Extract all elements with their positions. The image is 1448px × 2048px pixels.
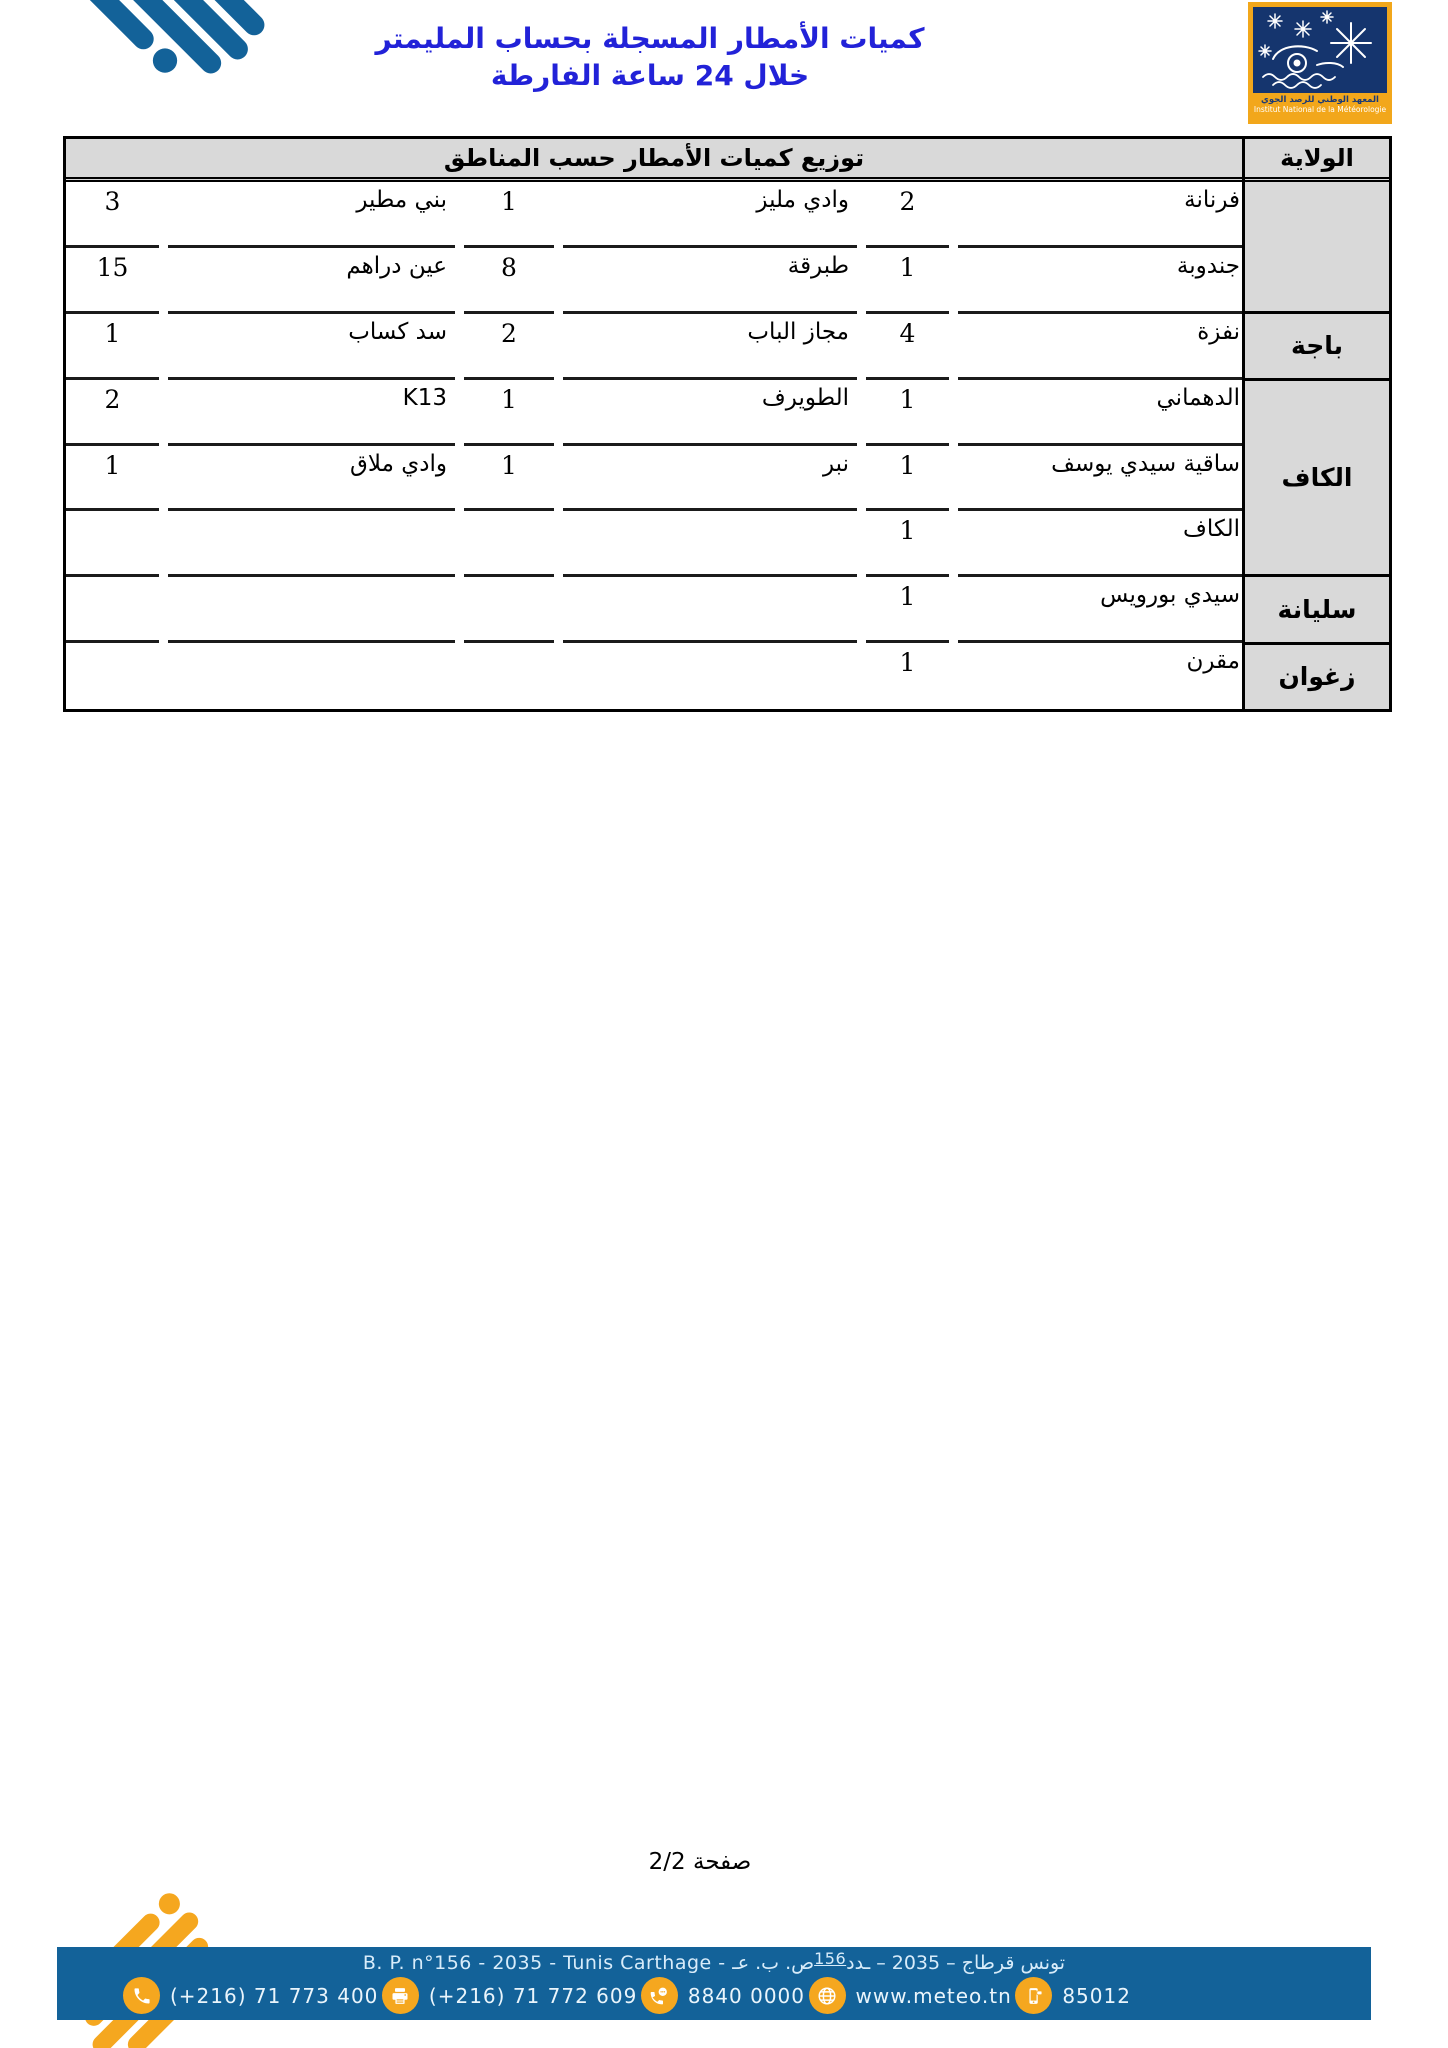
footer-address [57,1947,1371,1974]
address-arabic-prefix: ص. ب. عـ [732,1952,815,1974]
contact-fax [382,1977,637,2014]
rain-value: 3 [66,182,159,248]
table-row [66,314,1242,380]
station-name: نفزة [958,314,1242,380]
address-latin: B. P. n°156 - 2035 - Tunis Carthage - [362,1952,733,1974]
rain-value [464,577,554,643]
table-row [66,380,1242,446]
table-row [66,577,1242,643]
table-row [66,446,1242,512]
emblem-caption-french: Institut National de la Météorologie [1253,105,1387,114]
rain-value [464,511,554,577]
station-name: مجاز الباب [563,314,857,380]
emblem-caption-arabic: المعهد الوطني للرصد الجوي [1261,95,1379,105]
rain-value: 1 [899,648,916,678]
station-name: وادي مليز [563,182,857,248]
table-row [66,643,1242,709]
globe-icon [809,1977,846,2014]
inm-emblem-logo [1248,2,1392,124]
emblem-artwork-icon [1253,7,1387,93]
station-name [563,511,857,577]
rain-value: 8 [464,248,554,314]
rain-value: 1 [866,380,949,446]
page-number: صفحة 2/2 [648,1849,752,1875]
rain-value: 1 [866,446,949,512]
station-name: الطويرف [563,380,857,446]
station-name: فرنانة [958,182,1242,248]
station-name: K13 [168,380,455,446]
region-column [1242,139,1389,709]
dot-icon [148,43,182,77]
contact-callcenter [641,1977,805,2014]
station-name: جندوبة [958,248,1242,314]
stations-area [66,139,1242,709]
address-separator: – 2035 – [870,1952,962,1974]
rain-value: 1 [866,248,949,314]
address-box-number: 156 [814,1949,847,1968]
table-row [66,182,1242,248]
callcenter-number: 8840 0000 [687,1983,805,2008]
rainfall-table [63,136,1392,712]
region-group-label: زغوان [1278,662,1356,692]
table-row [66,248,1242,314]
region-group-label: باجة [1245,314,1389,381]
region-group-label [1245,182,1389,314]
rain-value: 2 [66,380,159,446]
rain-value: 1 [464,380,554,446]
rain-value: 1 [66,446,159,512]
address-arabic-city: تونس قرطاج [961,1952,1066,1974]
rain-value [66,643,159,709]
station-name: ساقية سيدي يوسف [958,446,1242,512]
address-arabic-mid: ـدد [846,1952,871,1974]
dot-icon [154,1889,184,1919]
rain-value: 1 [464,446,554,512]
footer-band [57,1947,1371,2020]
rain-value [66,511,159,577]
station-name [168,643,455,709]
sms-number: 85012 [1062,1983,1131,2008]
rain-value: 1 [66,314,159,380]
station-name: وادي ملاق [168,446,455,512]
station-name [563,643,857,709]
footer-contacts [57,1977,1371,2014]
station-name [168,577,455,643]
rain-value [464,643,554,709]
rain-value: 1 [866,511,949,577]
station-name [563,577,857,643]
rain-value: 2 [464,314,554,380]
station-name: بني مطير [168,182,455,248]
sms-icon [1015,1977,1052,2014]
station-name: الدهماني [958,380,1242,446]
rain-value: 15 [66,248,159,314]
station-name: سيدي بورويس [958,577,1242,643]
title-line-1: كميات الأمطار المسجلة بحساب المليمتر [375,22,925,55]
phone-icon [123,1977,160,2014]
region-column-header: الولاية [1245,139,1389,182]
station-name: طبرقة [563,248,857,314]
station-name: الكاف [958,511,1242,577]
callcenter-icon [641,1977,678,2014]
phone-number: (+216) 71 773 400 [170,1983,379,2008]
contact-website [809,1977,1012,2014]
table-main-header: توزيع كميات الأمطار حسب المناطق [66,139,1242,182]
table-row [66,511,1242,577]
fax-icon [382,1977,419,2014]
rain-value: 2 [866,182,949,248]
station-name [168,511,455,577]
website-url: www.meteo.tn [855,1983,1012,2008]
contact-phone [123,1977,378,2014]
rain-value: 4 [866,314,949,380]
station-name: سد كساب [168,314,455,380]
title-line-2: خلال 24 ساعة الفارطة [490,59,810,92]
region-group-label: سليانة [1245,577,1389,644]
document-title [250,20,1050,94]
region-group-label: الكاف [1245,381,1389,577]
rain-value: 1 [866,577,949,643]
rain-value [66,577,159,643]
station-name: مقرن [1186,648,1240,675]
rain-value: 1 [464,182,554,248]
station-name: عين دراهم [168,248,455,314]
fax-number: (+216) 71 772 609 [428,1983,638,2008]
contact-sms [1015,1977,1131,2014]
station-name: نبر [563,446,857,512]
